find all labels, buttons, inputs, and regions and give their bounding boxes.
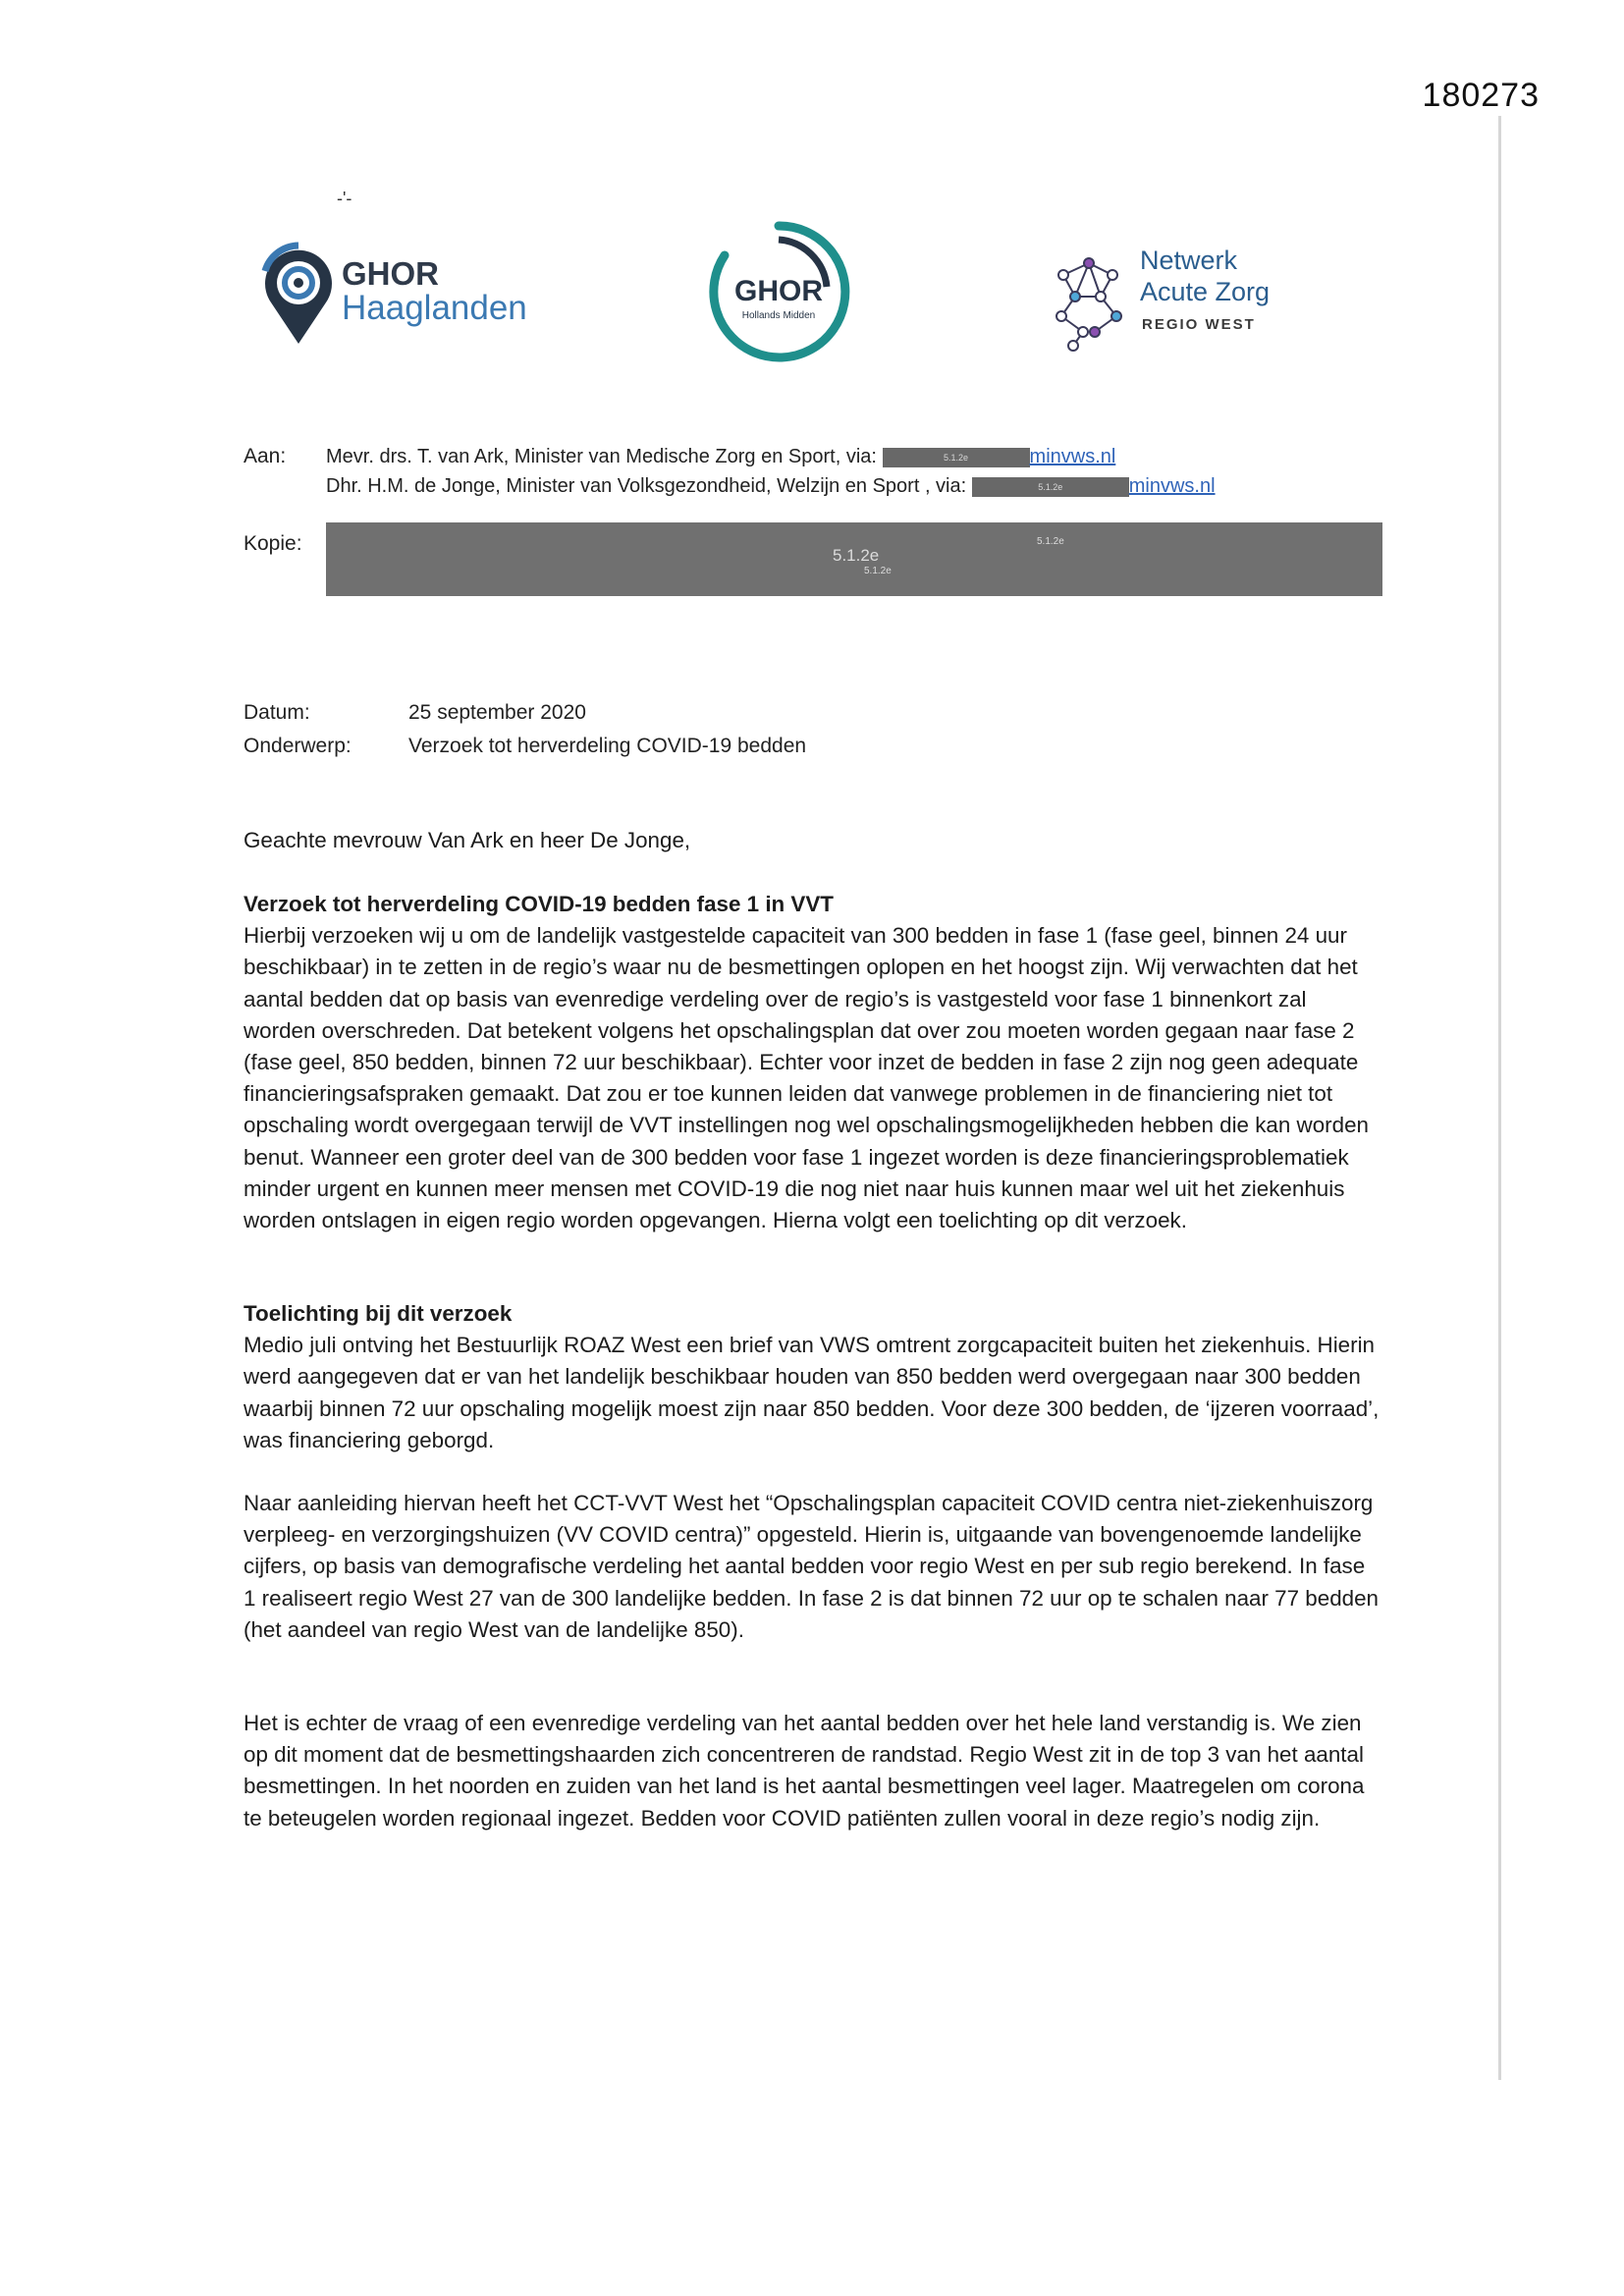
ghor-hollands-midden-logo <box>705 218 852 365</box>
netwerk-acute-zorg-logo <box>1044 246 1309 354</box>
section-request-heading: Verzoek tot herverdeling COVID-19 bedden fase 1 in VVT <box>244 892 834 916</box>
recipient-1-text: Mevr. drs. T. van Ark, Minister van Medische Zorg en Sport, via: <box>326 446 877 467</box>
naz-line3: REGIO WEST <box>1142 316 1256 333</box>
paragraph-opschalingsplan-text: Naar aanleiding hiervan heeft het CCT-VVT West het “Opschalingsplan capaciteit COVID centra niet-ziekenhuiszorg verpleeg- en verzorgingshuizen (VV COVID centra)” opgesteld. Hierin is, uitgaande van bovengenoemde landelijke cijfers, op basis van demografische verdeling het aantal bedden voor regio West en per sub regio berekend. In fase 1 realiseert regio West 27 van de 300 landelijke bedden. In fase 2 is dat binnen 72 uur op te schalen naar 77 bedden (het aandeel van regio West van de landelijke 850). <box>244 1491 1380 1642</box>
onderwerp-label: Onderwerp: <box>244 735 352 757</box>
naz-line1: Netwerk <box>1140 246 1238 275</box>
aan-label: Aan: <box>244 445 287 467</box>
ghor-hg-line2: Haaglanden <box>342 289 527 327</box>
section-explanation-heading: Toelichting bij dit verzoek <box>244 1301 513 1326</box>
section-request-text: Hierbij verzoeken wij u om de landelijk vastgestelde capaciteit van 300 bedden in fase 1 (fase geel, binnen 24 uur beschikbaar) in te zetten in de regio’s waar nu de besmettingen oplopen en het hoogst zijn. Wij verwachten dat het aantal bedden dat op basis van evenredige verdeling over de regio’s is vastgesteld voor fase 1 binnenkort zal worden overschreden. Dat betekent volgens het opschalingsplan dat over zou moeten worden gegaan naar fase 2 (fase geel, 850 bedden, binnen 72 uur beschikbaar). Echter voor inzet de bedden in fase 2 zijn nog geen adequate financieringsafspraken gemaakt. Dat zou er toe kunnen leiden dat vanwege problemen in de financiering niet tot opschaling wordt overgegaan terwijl de VVT instellingen nog wel opschalingsmogelijkheden hebben die kan worden benut. Wanneer een groter deel van de 300 bedden voor fase 1 ingezet worden is deze financieringsproblematiek minder urgent en kunnen meer mensen met COVID-19 die nog niet naar huis kunnen maar wel uit het ziekenhuis worden ontslagen in eigen regio worden opgevangen. Hierna volgt een toelichting op dit verzoek. <box>244 923 1369 1233</box>
redaction-code: 5.1.2e <box>864 566 892 576</box>
recipient-2-text: Dhr. H.M. de Jonge, Minister van Volksgezondheid, Welzijn en Sport , via: <box>326 475 967 497</box>
section-explanation <box>244 1298 1382 1456</box>
onderwerp-value: Verzoek tot herverdeling COVID-19 bedden <box>408 735 807 757</box>
ghor-hm-line1: GHOR <box>734 275 823 307</box>
kopie-redaction-box <box>326 522 1382 596</box>
section-request <box>244 889 1382 1236</box>
network-nodes-icon <box>1044 246 1134 352</box>
scan-mark: -'- <box>337 189 352 208</box>
redaction-code: 5.1.2e <box>1037 536 1064 547</box>
redaction-box: 5.1.2e <box>972 477 1129 497</box>
paragraph-verdeling-text: Het is echter de vraag of een evenredige verdeling van het aantal bedden over het hele land verstandig is. We zien op dit moment dat de besmettingshaarden zich concentreren de randstad. Regio West zit in de top 3 van het aantal besmettingen. In het noorden en zuiden van het land is het aantal besmettingen veel lager. Maatregelen om corona te beteugelen worden regionaal ingezet. Bedden voor COVID patiënten zullen vooral in deze regio’s nodig zijn. <box>244 1711 1365 1831</box>
kopie-label: Kopie: <box>244 532 302 555</box>
redaction-code: 5.1.2e <box>833 546 880 565</box>
recipient-2 <box>326 475 1216 498</box>
salutation <box>244 825 1382 856</box>
ghor-hg-line1: GHOR <box>342 255 439 292</box>
document-number: 180273 <box>1422 77 1540 114</box>
recipient-2-email-domain[interactable]: minvws.nl <box>1128 475 1216 497</box>
location-pin-logo-icon <box>259 242 338 348</box>
paragraph-verdeling <box>244 1708 1382 1834</box>
naz-line2: Acute Zorg <box>1140 277 1271 306</box>
redaction-box: 5.1.2e <box>883 448 1030 467</box>
datum-value: 25 september 2020 <box>408 701 586 724</box>
section-explanation-text: Medio juli ontving het Bestuurlijk ROAZ West een brief van VWS omtrent zorgcapaciteit buiten het ziekenhuis. Hierin werd aangegeven dat er van het landelijk beschikbaar houden van 850 bedden werd overgegaan naar 300 bedden waarbij binnen 72 uur opschaling mogelijk moest zijn naar 850 bedden. Voor deze 300 bedden, de ‘ijzeren voorraad’, was financiering geborgd. <box>244 1333 1380 1452</box>
salutation-text: Geachte mevrouw Van Ark en heer De Jonge, <box>244 828 691 852</box>
ghor-haaglanden-logo <box>259 242 527 352</box>
circle-logo-icon <box>705 218 852 365</box>
ghor-hm-line2: Hollands Midden <box>741 310 816 321</box>
scan-edge-line <box>1498 116 1501 2080</box>
recipient-1-email-domain[interactable]: minvws.nl <box>1029 446 1116 467</box>
datum-label: Datum: <box>244 701 310 724</box>
recipient-1 <box>326 446 1115 468</box>
paragraph-opschalingsplan <box>244 1488 1382 1646</box>
